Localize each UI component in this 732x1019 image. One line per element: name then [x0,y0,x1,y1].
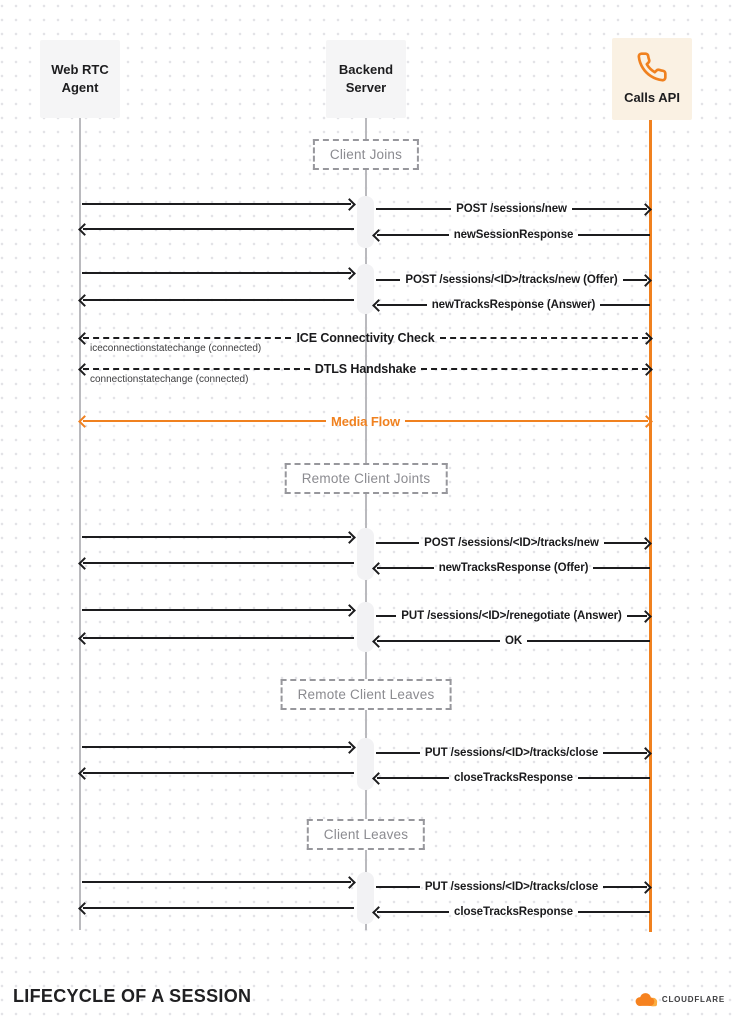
line [83,637,354,639]
activation-bar [357,196,374,248]
arrowhead-left-icon [372,562,385,575]
arrowhead-right-icon [343,604,356,617]
arrowhead-right-icon [343,531,356,544]
arrowhead-left-icon [78,557,91,570]
actor-label: Calls API [624,90,680,106]
line [376,615,396,617]
dashed-line [421,368,648,370]
line [405,420,648,422]
arrow-calls-to-backend [374,561,650,575]
arrowhead-right-icon [639,203,652,216]
arrow-backend-to-calls [376,609,650,623]
arrowhead-left-icon [78,767,91,780]
arrowhead-right-icon [639,610,652,623]
line [83,907,354,909]
line [376,279,400,281]
message-label: closeTracksResponse [454,772,573,784]
actor-label: Web RTC Agent [51,62,109,95]
line [82,746,351,748]
arrow-backend-to-agent [80,631,354,645]
line [83,228,354,230]
arrowhead-left-icon [372,772,385,785]
message-label: POST /sessions/new [456,203,567,215]
line [527,640,650,642]
arrowhead-right-icon [343,876,356,889]
line [82,609,351,611]
arrowhead-right-icon [639,881,652,894]
connection-state-note: connectionstatechange (connected) [90,374,249,385]
line [578,777,650,779]
cloudflare-logo [633,991,725,1007]
line [593,567,650,569]
message-label: newTracksResponse (Answer) [431,299,596,311]
arrowhead-left-icon [372,635,385,648]
arrow-agent-to-backend [82,266,354,280]
arrow-backend-to-agent [80,293,354,307]
arrow-backend-to-calls [376,273,650,287]
arrowhead-right-icon [343,267,356,280]
line [578,911,650,913]
arrow-media-flow [80,414,651,428]
arrow-agent-to-backend [82,530,354,544]
activation-bar [357,872,374,924]
message-label: closeTracksResponse [454,906,573,918]
dashed-line [83,337,291,339]
lifeline-web-rtc-agent [79,118,81,930]
arrowhead-right-icon [639,537,652,550]
activation-bar [357,528,374,580]
activation-bar [357,602,374,652]
arrow-calls-to-backend [374,228,650,242]
arrow-backend-to-calls [376,202,650,216]
arrowhead-left-icon [372,299,385,312]
actor-backend-server [326,40,406,118]
arrowhead-right-icon [640,415,653,428]
line [572,208,647,210]
line [83,420,326,422]
activation-bar [357,264,374,314]
message-label: PUT /sessions/<ID>/tracks/close [424,881,599,893]
ice-state-note: iceconnectionstatechange (connected) [90,343,262,354]
arrowhead-left-icon [78,632,91,645]
phase-remote-client-joins: Remote Client Joints [285,463,448,494]
arrow-backend-to-calls [376,536,650,550]
arrow-backend-to-agent [80,901,354,915]
cloudflare-wordmark: CLOUDFLARE [661,994,725,1004]
message-label: DTLS Handshake [314,362,417,376]
arrowhead-left-icon [78,332,91,345]
arrowhead-left-icon [78,294,91,307]
line [376,208,451,210]
arrow-backend-to-agent [80,556,354,570]
arrowhead-left-icon [372,229,385,242]
activation-bar [357,738,374,790]
line [83,299,354,301]
actor-web-rtc-agent [40,40,120,118]
line [83,772,354,774]
arrowhead-left-icon [372,906,385,919]
actor-calls-api [612,38,692,120]
arrowhead-right-icon [639,274,652,287]
arrow-calls-to-backend [374,905,650,919]
line [376,886,420,888]
message-label: newSessionResponse [453,229,574,241]
dashed-line [440,337,648,339]
arrow-agent-to-backend [82,197,354,211]
line [82,881,351,883]
line [83,562,354,564]
arrow-agent-to-backend [82,740,354,754]
message-label: OK [504,635,523,647]
message-label: PUT /sessions/<ID>/renegotiate (Answer) [401,610,622,622]
line [377,911,449,913]
line [82,536,351,538]
message-label: newTracksResponse (Offer) [438,562,589,574]
message-label: PUT /sessions/<ID>/tracks/close [424,747,599,759]
arrowhead-right-icon [640,363,653,376]
arrow-calls-to-backend [374,298,650,312]
arrowhead-left-icon [78,223,91,236]
arrow-backend-to-calls [376,880,650,894]
arrowhead-right-icon [343,741,356,754]
message-label: ICE Connectivity Check [296,331,435,345]
arrowhead-left-icon [78,363,91,376]
arrow-backend-to-calls [376,746,650,760]
arrow-agent-to-backend [82,875,354,889]
phone-icon [636,51,668,83]
message-label: Media Flow [330,413,401,429]
line [82,272,351,274]
phase-client-joins: Client Joins [313,139,419,170]
phase-remote-client-leaves: Remote Client Leaves [281,679,452,710]
arrow-calls-to-backend [374,771,650,785]
message-label: POST /sessions/<ID>/tracks/new [424,537,599,549]
arrowhead-left-icon [78,415,91,428]
page-title: LIFECYCLE OF A SESSION [13,986,252,1006]
line [376,752,420,754]
cloudflare-cloud-icon [633,991,659,1007]
line [377,777,449,779]
line [377,567,434,569]
line [82,203,351,205]
arrow-backend-to-agent [80,766,354,780]
line [377,640,500,642]
message-label: POST /sessions/<ID>/tracks/new (Offer) [405,274,618,286]
line [600,304,650,306]
arrow-backend-to-agent [80,222,354,236]
arrowhead-left-icon [78,902,91,915]
arrowhead-right-icon [639,747,652,760]
arrow-agent-to-backend [82,603,354,617]
dashed-line [83,368,310,370]
arrowhead-right-icon [343,198,356,211]
line [578,234,650,236]
arrow-calls-to-backend [374,634,650,648]
actor-label: Backend Server [338,62,394,95]
line [376,542,419,544]
line [377,234,449,236]
phase-client-leaves: Client Leaves [307,819,425,850]
arrowhead-right-icon [640,332,653,345]
